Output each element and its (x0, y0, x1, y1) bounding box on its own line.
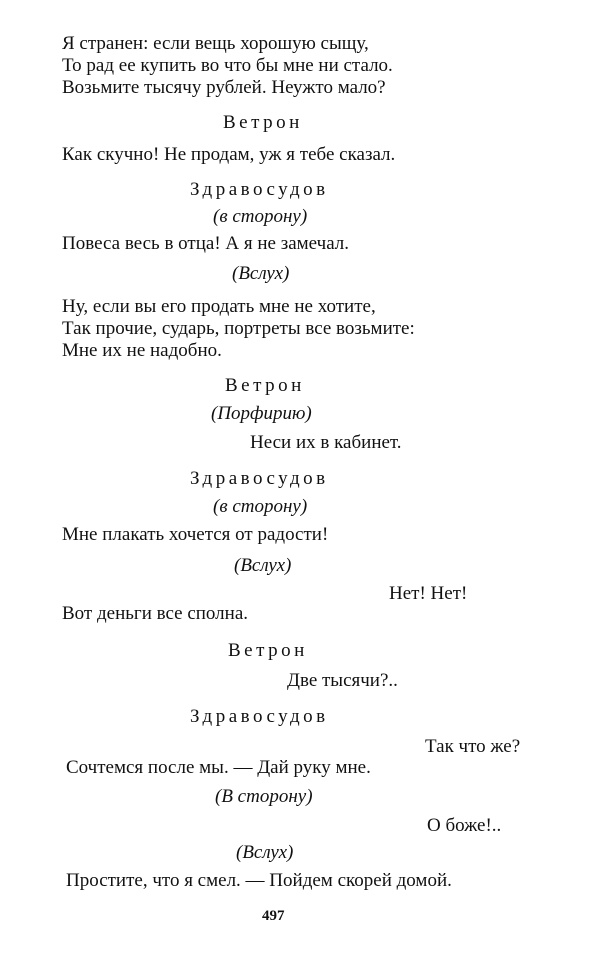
verse-line: Две тысячи?.. (287, 670, 398, 691)
verse-line: О боже!.. (427, 815, 502, 836)
stage-direction: (в сторону) (213, 206, 308, 227)
speaker-name: Ветрон (228, 640, 308, 661)
speaker-name: Ветрон (225, 375, 305, 396)
stage-direction: (В сторону) (215, 786, 313, 807)
verse-line: Мне их не надобно. (62, 340, 222, 361)
stage-direction: (Порфирию) (211, 403, 312, 424)
verse-line: Простите, что я смел. — Пойдем скорей домой. (66, 870, 452, 891)
verse-line: Я странен: если вещь хорошую сыщу, (62, 33, 369, 54)
speaker-name: Здравосудов (190, 706, 329, 727)
verse-line: То рад ее купить во что бы мне ни стало. (62, 55, 393, 76)
verse-line: Так что же? (425, 736, 521, 757)
verse-line: Ну, если вы его продать мне не хотите, (62, 296, 376, 317)
verse-line: Так прочие, сударь, портреты все возьмите: (62, 318, 415, 339)
verse-line: Неси их в кабинет. (250, 432, 402, 453)
speaker-name: Здравосудов (190, 468, 329, 489)
verse-line: Вот деньги все сполна. (62, 603, 249, 624)
stage-direction: (Вслух) (234, 555, 292, 576)
stage-direction: (Вслух) (236, 842, 294, 863)
speaker-name: Ветрон (223, 112, 303, 133)
verse-line: Сочтемся после мы. — Дай руку мне. (66, 757, 371, 778)
page-number: 497 (262, 908, 285, 924)
verse-line: Нет! Нет! (389, 583, 468, 604)
speaker-name: Здравосудов (190, 179, 329, 200)
verse-line: Как скучно! Не продам, уж я тебе сказал. (62, 144, 396, 165)
stage-direction: (Вслух) (232, 263, 290, 284)
verse-line: Повеса весь в отца! А я не замечал. (62, 233, 350, 254)
verse-line: Возьмите тысячу рублей. Неужто мало? (62, 77, 386, 98)
stage-direction: (в сторону) (213, 496, 308, 517)
verse-line: Мне плакать хочется от радости! (62, 524, 329, 545)
